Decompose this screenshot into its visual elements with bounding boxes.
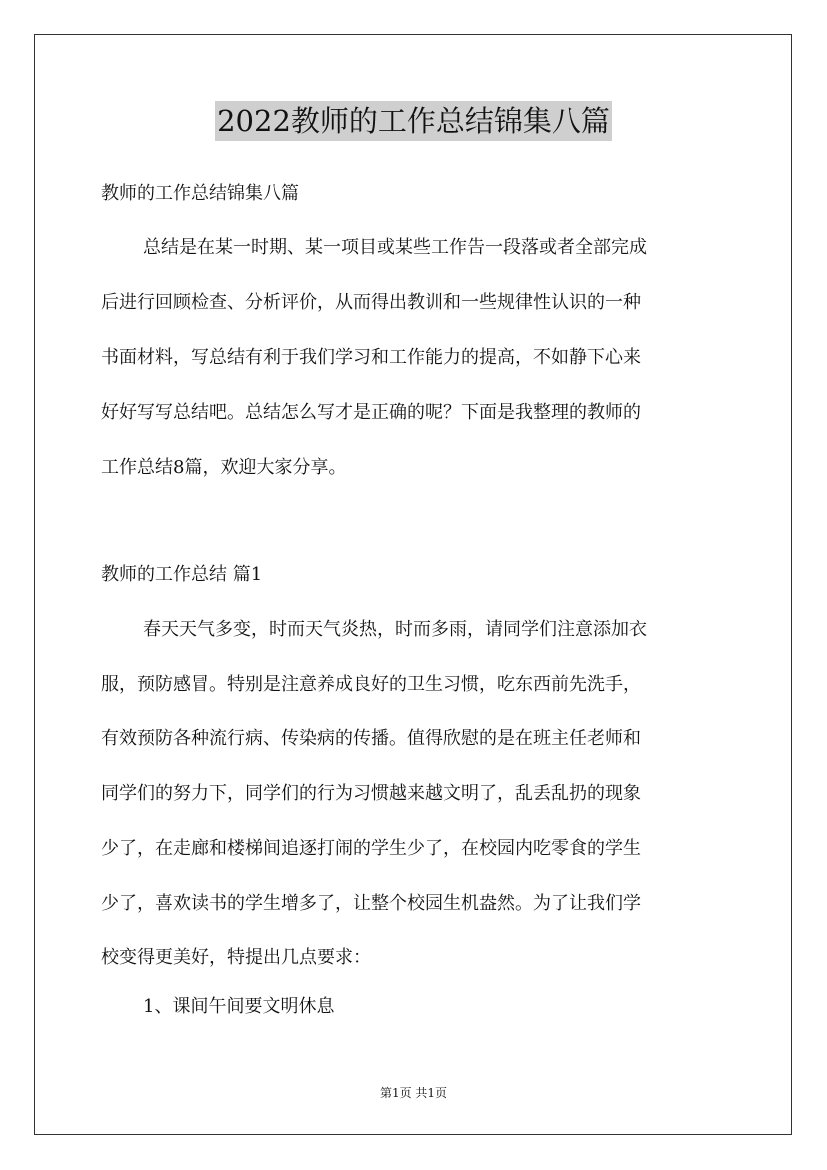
section1-line-5: 少了，在走廊和楼梯间追逐打闹的学生少了，在校园内吃零食的学生 xyxy=(101,838,641,859)
intro-line-2: 后进行回顾检查、分析评价，从而得出教训和一些规律性认识的一种 xyxy=(101,292,641,313)
section1-line-2: 服，预防感冒。特别是注意养成良好的卫生习惯，吃东西前先洗手， xyxy=(101,674,641,695)
section1-line-4: 同学们的努力下，同学们的行为习惯越来越文明了，乱丢乱扔的现象 xyxy=(101,783,641,804)
intro-heading: 教师的工作总结锦集八篇 xyxy=(101,183,299,204)
section1-heading: 教师的工作总结 篇1 xyxy=(101,564,263,585)
document-title: 2022教师的工作总结锦集八篇 xyxy=(215,101,612,141)
section1-line-3: 有效预防各种流行病、传染病的传播。值得欣慰的是在班主任老师和 xyxy=(101,728,641,749)
section1-line-7: 校变得更美好，特提出几点要求： xyxy=(101,947,371,968)
list-item-1: 1、课间午间要文明休息 xyxy=(143,996,335,1017)
page-footer: 第1页 共1页 xyxy=(379,1086,448,1100)
title-container xyxy=(0,101,827,141)
intro-line-3: 书面材料，写总结有利于我们学习和工作能力的提高，不如静下心来 xyxy=(101,347,641,368)
section1-line-6: 少了，喜欢读书的学生增多了，让整个校园生机盎然。为了让我们学 xyxy=(101,893,641,914)
intro-line-1: 总结是在某一时期、某一项目或某些工作告一段落或者全部完成 xyxy=(143,237,647,258)
intro-line-4: 好好写写总结吧。总结怎么写才是正确的呢？下面是我整理的教师的 xyxy=(101,402,641,423)
intro-line-5: 工作总结8篇，欢迎大家分享。 xyxy=(101,457,347,478)
section1-line-1: 春天天气多变，时而天气炎热，时而多雨，请同学们注意添加衣 xyxy=(143,619,647,640)
